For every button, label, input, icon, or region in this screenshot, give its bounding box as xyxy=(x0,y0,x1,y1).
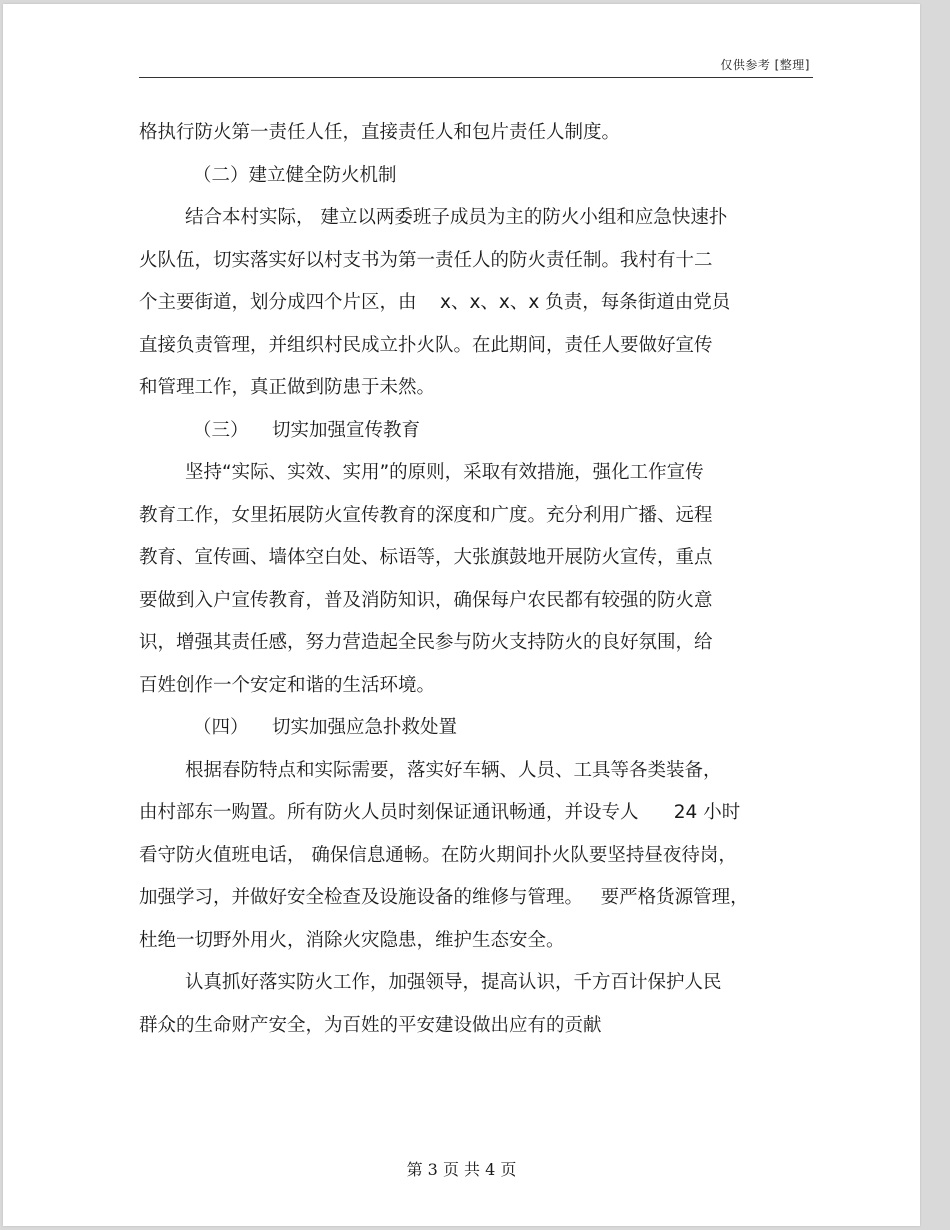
text-line: 由村部东一购置。所有防火人员时刻保证通讯畅通，并设专人 24 小时 xyxy=(139,802,741,823)
header-divider xyxy=(139,77,813,78)
text-line: 百姓创作一个安定和谐的生活环境。 xyxy=(139,674,436,696)
text-line: 坚持“实际、实效、实用”的原则，采取有效措施，强化工作宣传 xyxy=(185,462,704,483)
text-line: 火队伍，切实落实好以村支书为第一责任人的防火责任制。我村有十二 xyxy=(139,249,713,271)
text-line: 和管理工作，真正做到防患于未然。 xyxy=(139,377,436,398)
text-line: 个主要街道，划分成四个片区，由 x、x、x、x 负责，每条街道由党员 xyxy=(139,292,731,313)
page-footer: 第 3 页 共 4 页 xyxy=(406,1160,517,1179)
text-line: 要做到入户宣传教育，普及消防知识，确保每户农民都有较强的防火意 xyxy=(139,589,713,611)
text-line: 格执行防火第一责任人任，直接责任人和包片责任人制度。 xyxy=(139,122,621,143)
text-line: 看守防火值班电话， 确保信息通畅。在防火期间扑火队要坚持昼夜待岗， xyxy=(139,844,737,866)
document-body xyxy=(139,112,819,1047)
text-line: 识，增强其责任感，努力营造起全民参与防火支持防火的良好氛围，给 xyxy=(139,632,713,653)
text-line: 结合本村实际， 建立以两委班子成员为主的防火小组和应急快速扑 xyxy=(185,207,728,228)
section-heading: （三） 切实加强宣传教育 xyxy=(193,419,421,441)
text-line: 教育工作，女里拓展防火宣传教育的深度和广度。充分利用广播、远程 xyxy=(139,504,713,526)
section-heading: （四） 切实加强应急扑救处置 xyxy=(193,717,458,738)
text-line: 杜绝一切野外用火，消除火灾隐患，维护生态安全。 xyxy=(139,929,565,951)
text-line: 群众的生命财产安全，为百姓的平安建设做出应有的贡献 xyxy=(139,1014,602,1036)
section-heading: （二）建立健全防火机制 xyxy=(193,164,397,186)
text-line: 认真抓好落实防火工作，加强领导，提高认识，千方百计保护人民 xyxy=(185,972,722,993)
text-line: 直接负责管理，并组织村民成立扑火队。在此期间，责任人要做好宣传 xyxy=(139,334,713,356)
text-line: 教育、宣传画、墙体空白处、标语等，大张旗鼓地开展防火宣传，重点 xyxy=(139,547,713,568)
page-header: 仅供参考 [整理] xyxy=(720,58,810,72)
text-line: 根据春防特点和实际需要，落实好车辆、人员、工具等各类装备， xyxy=(185,759,722,781)
text-line: 加强学习，并做好安全检查及设施设备的维修与管理。 要严格货源管理， xyxy=(139,887,749,908)
document-page xyxy=(3,4,920,1226)
